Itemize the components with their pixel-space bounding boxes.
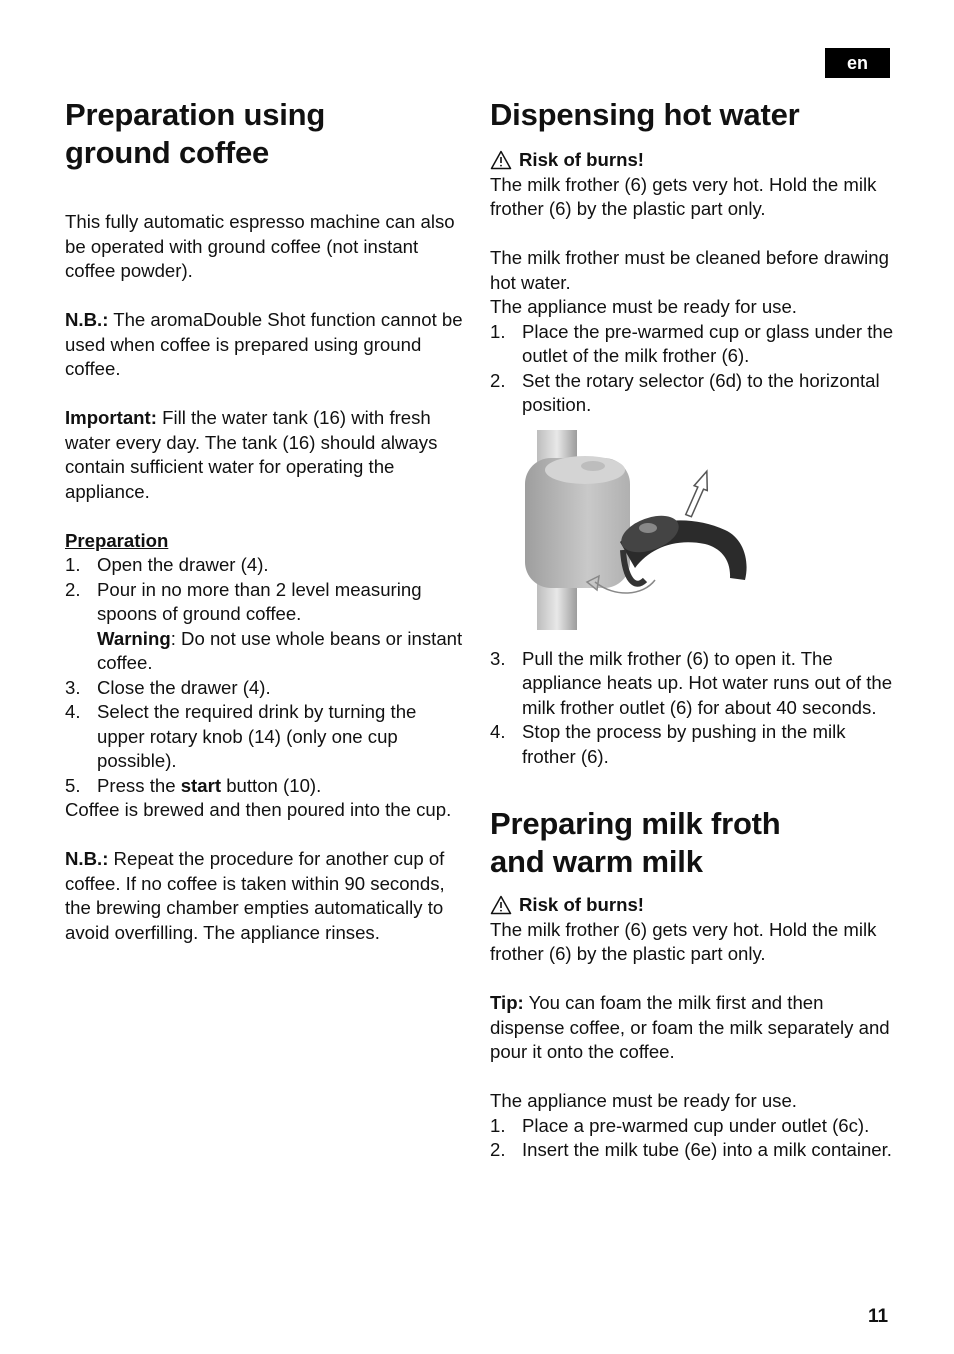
ready-note-2: The appliance must be ready for use.: [490, 1090, 797, 1111]
risk-text-2: The milk frother (6) gets very hot. Hold the milk frother (6) by the plastic part only.: [490, 918, 877, 964]
list-item: 1. Place the pre-warmed cup or glass under the outlet of the milk frother (6).: [490, 320, 894, 366]
hot-water-steps-b: [490, 647, 900, 770]
nb-repeat-note: N.B.: Repeat the procedure for another cup of coffee. If no coffee is taken within 90 seconds, the brewing chamber empties automatically to avoid overfilling. The appliance rinses.: [65, 848, 445, 943]
list-item: 2. Insert the milk tube (6e) into a milk container.: [490, 1139, 892, 1160]
list-item: 1. Place a pre-warmed cup under outlet (6c).: [490, 1114, 870, 1136]
list-item: 2. Pour in no more than 2 level measuring spoons of ground coffee. Warning: Do not use whole beans or instant coffee.: [65, 578, 463, 673]
left-column: [65, 96, 465, 945]
nb-note: N.B.: The aromaDouble Shot function cannot be used when coffee is prepared using ground coffee.: [65, 309, 463, 379]
list-item: 4. Select the required drink by turning the upper rotary knob (14) (only one cup possible).: [65, 701, 417, 771]
section-title-milk-froth: Preparing milk froth and warm milk: [490, 806, 781, 879]
risk-of-burns-warning-2: Risk of burns!: [490, 893, 900, 918]
hot-water-steps-a: [490, 320, 900, 418]
language-tab: en: [825, 48, 890, 78]
risk-of-burns-warning: Risk of burns!: [490, 148, 900, 173]
intro-paragraph: This fully automatic espresso machine can also be operated with ground coffee (not instant coffee powder).: [65, 211, 455, 281]
list-item: 1. Open the drawer (4).: [65, 554, 269, 575]
list-item: 3. Close the drawer (4).: [65, 676, 271, 698]
preparation-heading: Preparation: [65, 529, 169, 551]
after-steps-text: Coffee is brewed and then poured into the cup.: [65, 799, 452, 820]
list-item: 5. Press the start button (10).: [65, 774, 322, 796]
warning-triangle-icon: [490, 150, 512, 170]
page-number: 11: [868, 1306, 889, 1327]
ready-note: The appliance must be ready for use.: [490, 296, 797, 317]
section-title-ground-coffee: Preparation using ground coffee: [65, 97, 326, 170]
list-item: 2. Set the rotary selector (6d) to the horizontal position.: [490, 369, 880, 415]
milk-froth-steps: [490, 1114, 900, 1163]
tip-note: Tip: You can foam the milk first and then dispense coffee, or foam the milk separately and pour it onto the coffee.: [490, 992, 890, 1062]
list-item: 3. Pull the milk frother (6) to open it. The appliance heats up. Hot water runs out of the milk frother outlet (6) for about 40 seconds.: [490, 647, 893, 718]
section-title-hot-water: Dispensing hot water: [490, 97, 800, 132]
warning-triangle-icon: [490, 895, 512, 915]
clean-note: The milk frother must be cleaned before drawing hot water.: [490, 247, 889, 293]
important-note: Important: Fill the water tank (16) with fresh water every day. The tank (16) should always contain sufficient water for operating the appliance.: [65, 407, 438, 502]
milk-frother-illustration: [525, 430, 755, 630]
risk-text: The milk frother (6) gets very hot. Hold the milk frother (6) by the plastic part only.: [490, 173, 877, 219]
right-column: [490, 96, 900, 1163]
preparation-steps: [65, 553, 465, 798]
list-item: 4. Stop the process by pushing in the milk frother (6).: [490, 721, 846, 767]
